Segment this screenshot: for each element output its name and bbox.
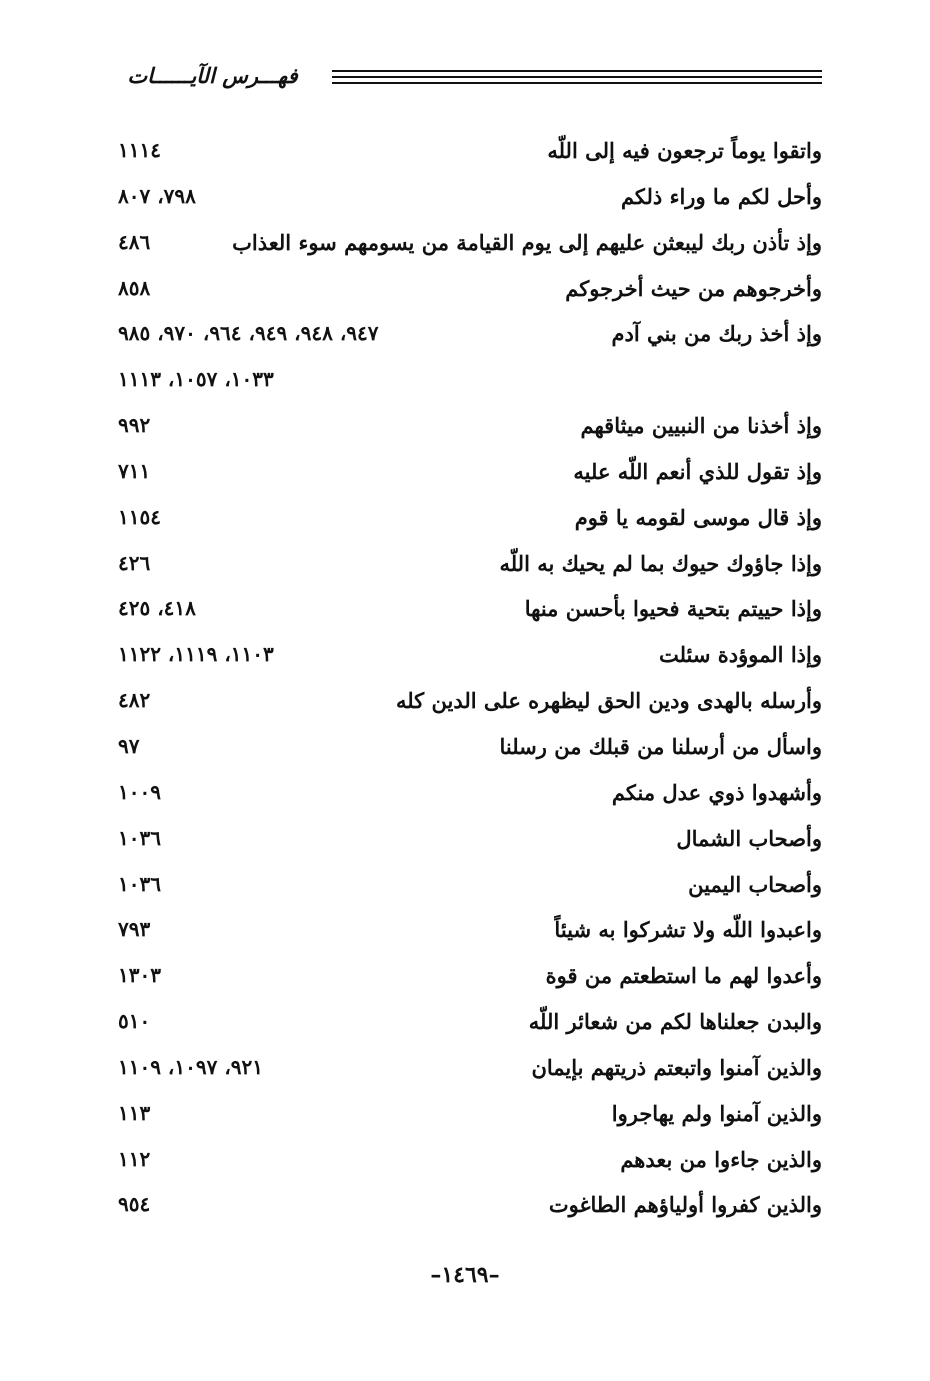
page-refs: ٤٢٦ bbox=[118, 550, 151, 575]
verse-text: والبدن جعلناها لكم من شعائر اللّه bbox=[528, 1009, 822, 1035]
verse-text: وإذ قال موسى لقومه يا قوم bbox=[574, 504, 822, 530]
page-refs: ١١٠٣، ١١١٩، ١١٢٢ bbox=[118, 642, 274, 667]
page-refs: ٤٨٦ bbox=[118, 229, 151, 254]
verse-text: وإذ تقول للذي أنعم اللّه عليه bbox=[573, 458, 822, 484]
index-entry bbox=[0, 953, 930, 999]
verse-text: وأعدوا لهم ما استطعتم من قوة bbox=[545, 963, 822, 989]
verse-text: وأحل لكم ما وراء ذلكم bbox=[620, 183, 822, 209]
index-entry bbox=[0, 541, 930, 587]
page-refs: ١٠٣٦ bbox=[118, 871, 161, 896]
verse-text: وإذا جاؤوك حيوك بما لم يحيك به اللّه bbox=[499, 550, 822, 576]
index-entry bbox=[0, 495, 930, 541]
page-number: –١٤٦٩– bbox=[430, 1262, 500, 1288]
page-refs: ٩٥٤ bbox=[118, 1192, 151, 1217]
verse-text: والذين كفروا أولياؤهم الطاغوت bbox=[548, 1192, 822, 1218]
page-refs: ١١٣ bbox=[118, 1100, 151, 1125]
page-refs: ٤٨٢ bbox=[118, 688, 151, 713]
page-refs: ١١٥٤ bbox=[118, 504, 161, 529]
header-rule bbox=[332, 70, 822, 84]
index-entry bbox=[0, 586, 930, 632]
index-entry bbox=[0, 266, 930, 312]
verse-text: وأشهدوا ذوي عدل منكم bbox=[611, 779, 822, 805]
index-entry bbox=[0, 1182, 930, 1228]
verse-text: وأرسله بالهدى ودين الحق ليظهره على الدين كله bbox=[395, 688, 822, 714]
index-entry bbox=[0, 1137, 930, 1183]
page-refs: ٩٤٧، ٩٤٨، ٩٤٩، ٩٦٤، ٩٧٠، ٩٨٥ bbox=[118, 321, 379, 346]
index-entry bbox=[0, 128, 930, 174]
index-entry bbox=[0, 816, 930, 862]
page-refs: ٤١٨، ٤٢٥ bbox=[118, 596, 196, 621]
index-entry bbox=[0, 678, 930, 724]
index-entry bbox=[0, 724, 930, 770]
verse-text: واعبدوا اللّه ولا تشركوا به شيئاً bbox=[554, 917, 822, 943]
page-refs: ٩٧ bbox=[118, 733, 140, 758]
page-refs: ١٠٠٩ bbox=[118, 779, 161, 804]
index-entry bbox=[0, 311, 930, 357]
page-refs: ٧٩٨، ٨٠٧ bbox=[118, 183, 196, 208]
verse-text: وأصحاب الشمال bbox=[676, 825, 822, 851]
verse-text: وإذ أخذنا من النبيين ميثاقهم bbox=[580, 413, 822, 439]
verse-text: وإذا حييتم بتحية فحيوا بأحسن منها bbox=[524, 596, 822, 622]
page-refs: ٩٩٢ bbox=[118, 413, 151, 438]
verse-text: والذين جاءوا من بعدهم bbox=[620, 1146, 822, 1172]
verse-text: والذين آمنوا ولم يهاجروا bbox=[611, 1100, 822, 1126]
page-refs: ٧١١ bbox=[118, 458, 151, 483]
index-entry bbox=[0, 1091, 930, 1137]
index-entry bbox=[0, 999, 930, 1045]
index-entry bbox=[0, 907, 930, 953]
page-refs: ٨٥٨ bbox=[118, 275, 151, 300]
verse-text: واسأل من أرسلنا من قبلك من رسلنا bbox=[499, 733, 822, 759]
header-title: فهـــرس الآيــــــات bbox=[127, 63, 298, 88]
page-refs: ٧٩٣ bbox=[118, 917, 151, 942]
page-refs: ١١١٤ bbox=[118, 138, 161, 162]
page-refs: ٥١٠ bbox=[118, 1009, 151, 1034]
page-refs: ١٠٣٣، ١٠٥٧، ١١١٣ bbox=[118, 367, 274, 392]
running-header bbox=[110, 62, 822, 92]
index-entry bbox=[0, 770, 930, 816]
page-refs: ١٣٠٣ bbox=[118, 963, 161, 988]
index-entry bbox=[0, 1045, 930, 1091]
verse-text: والذين آمنوا واتبعتم ذريتهم بإيمان bbox=[531, 1054, 822, 1080]
index-entry bbox=[0, 862, 930, 908]
index-entry bbox=[0, 403, 930, 449]
page-refs: ٩٢١، ١٠٩٧، ١١٠٩ bbox=[118, 1054, 264, 1079]
verse-text: وإذ أخذ ربك من بني آدم bbox=[611, 321, 822, 347]
index-entry bbox=[0, 632, 930, 678]
verse-text: واتقوا يوماً ترجعون فيه إلى اللّه bbox=[547, 138, 822, 163]
verse-text: وأخرجوهم من حيث أخرجوكم bbox=[565, 275, 822, 301]
index-entry bbox=[0, 174, 930, 220]
index-entry bbox=[0, 449, 930, 495]
index-entry bbox=[0, 220, 930, 266]
verse-text: وأصحاب اليمين bbox=[688, 871, 822, 897]
index-entry-continuation bbox=[0, 357, 930, 403]
verse-index-list bbox=[0, 128, 930, 1228]
verse-text: وإذا الموؤدة سئلت bbox=[658, 642, 822, 668]
page-refs: ١٠٣٦ bbox=[118, 825, 161, 850]
page-refs: ١١٢ bbox=[118, 1146, 151, 1171]
verse-text: وإذ تأذن ربك ليبعثن عليهم إلى يوم القيامة من يسومهم سوء العذاب bbox=[232, 229, 822, 255]
